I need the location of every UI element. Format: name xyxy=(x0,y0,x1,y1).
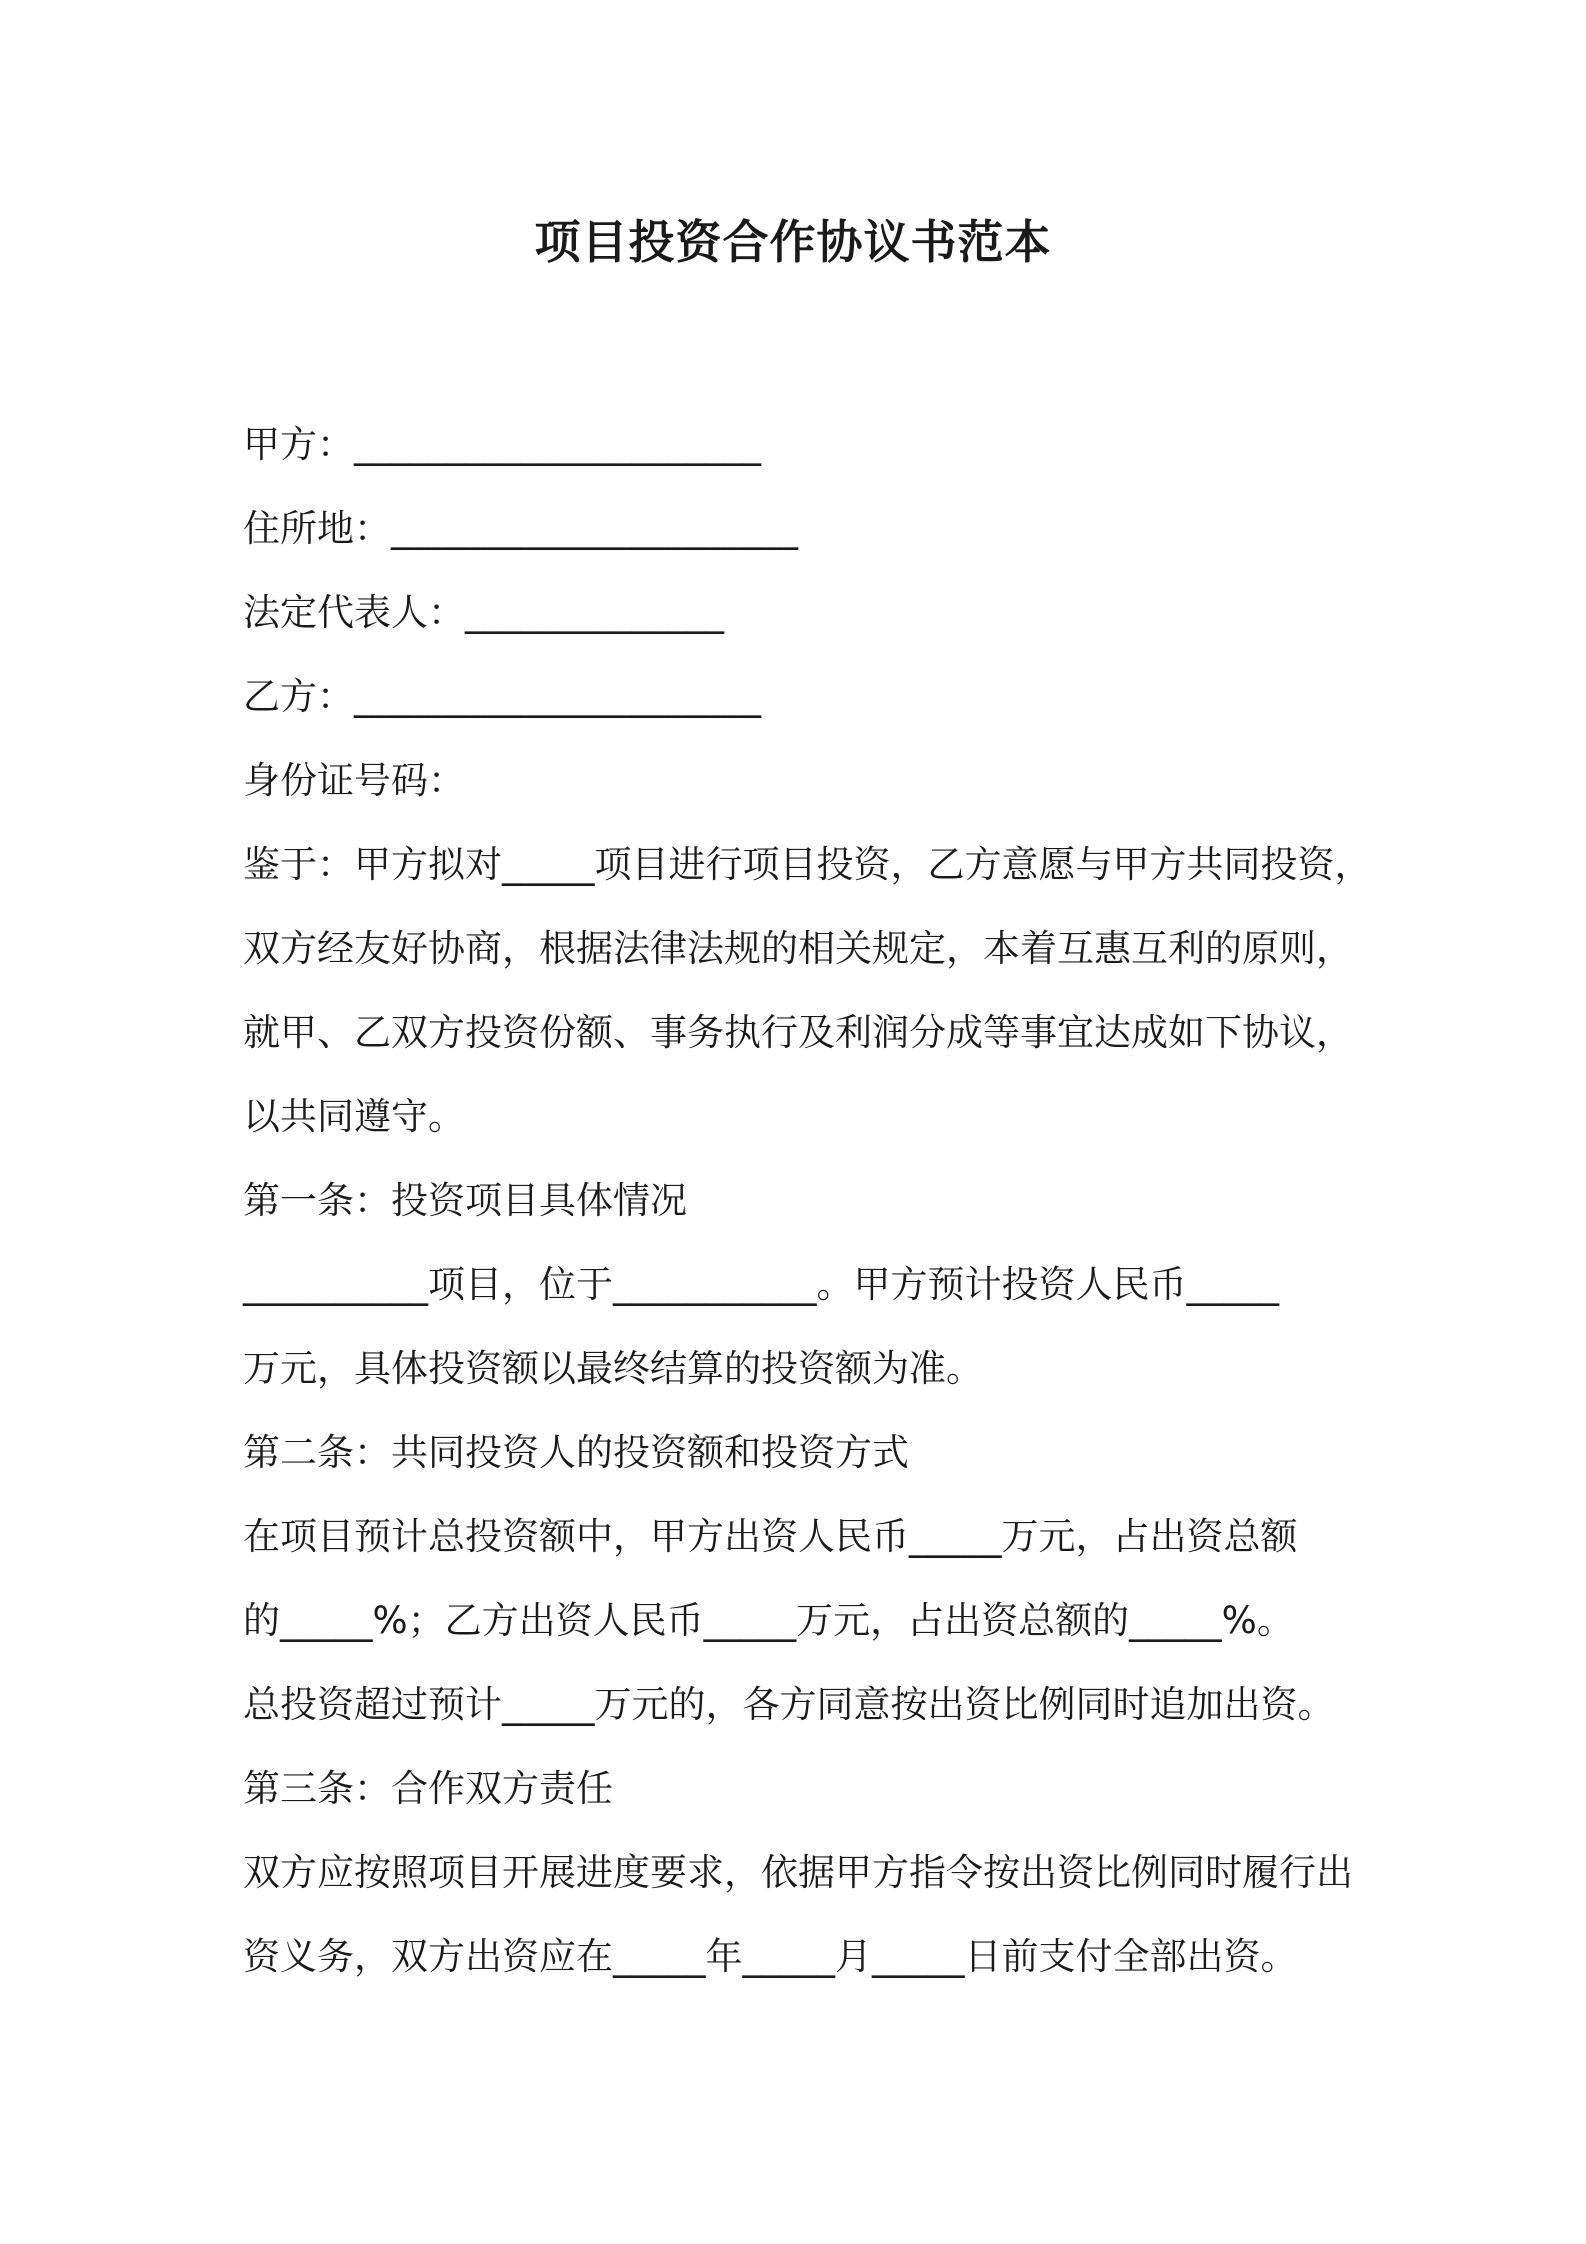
article-3-heading: 第三条：合作双方责任 xyxy=(243,1767,613,1810)
article-2-line-2: 的_____%；乙方出资人民币_____万元，占出资总额的_____%。 xyxy=(243,1599,1294,1642)
id-number-line: 身份证号码： xyxy=(243,759,465,802)
article-1-line-1: __________项目，位于___________。甲方预计投资人民币_____ xyxy=(243,1263,1279,1306)
preamble-line-4: 以共同遵守。 xyxy=(243,1095,465,1138)
party-a-line: 甲方：______________________ xyxy=(243,423,761,466)
address-line: 住所地：______________________ xyxy=(243,507,798,550)
preamble-line-2: 双方经友好协商，根据法律法规的相关规定，本着互惠互利的原则， xyxy=(243,927,1353,970)
article-3-line-2: 资义务，双方出资应在_____年_____月_____日前支付全部出资。 xyxy=(243,1935,1298,1978)
article-1-line-2: 万元，具体投资额以最终结算的投资额为准。 xyxy=(243,1347,983,1390)
article-3-line-1: 双方应按照项目开展进度要求，依据甲方指令按出资比例同时履行出 xyxy=(243,1851,1353,1894)
article-2-heading: 第二条：共同投资人的投资额和投资方式 xyxy=(243,1431,909,1474)
article-2-line-1: 在项目预计总投资额中，甲方出资人民币_____万元，占出资总额 xyxy=(243,1515,1298,1558)
legal-representative-line: 法定代表人：______________ xyxy=(243,591,724,634)
preamble-line-3: 就甲、乙双方投资份额、事务执行及利润分成等事宜达成如下协议， xyxy=(243,1011,1353,1054)
article-2-line-3: 总投资超过预计_____万元的，各方同意按出资比例同时追加出资。 xyxy=(243,1683,1335,1726)
article-1-heading: 第一条：投资项目具体情况 xyxy=(243,1179,687,1222)
preamble-line-1: 鉴于：甲方拟对_____项目进行项目投资，乙方意愿与甲方共同投资， xyxy=(243,843,1372,886)
document-body xyxy=(243,403,1372,1999)
party-b-line: 乙方：______________________ xyxy=(243,675,761,718)
document-title: 项目投资合作协议书范本 xyxy=(534,215,1052,269)
